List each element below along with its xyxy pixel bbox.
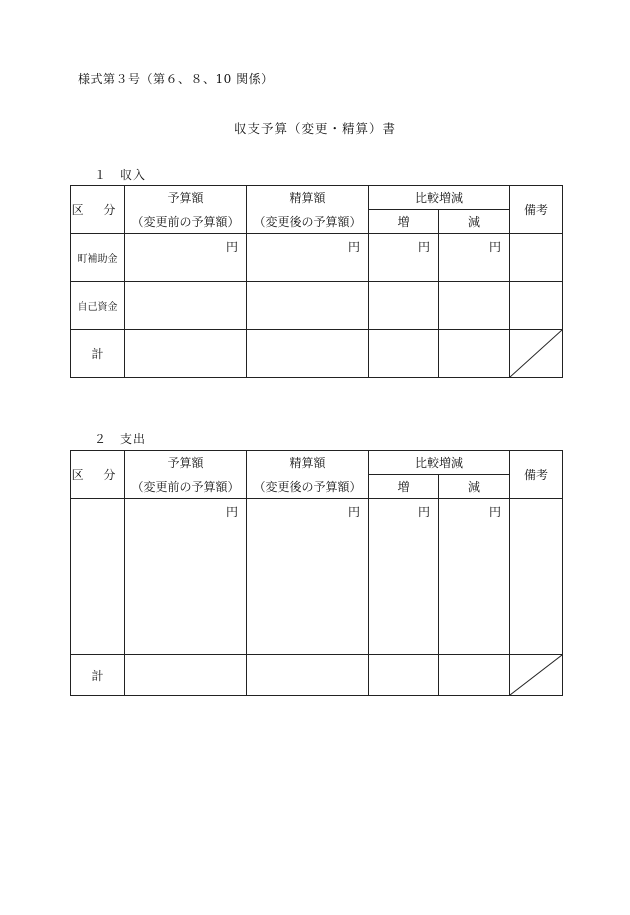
- expense-header-diff: 比較増減: [369, 451, 510, 475]
- income-header-budget: 予算額: [125, 186, 247, 210]
- income-decrease-cell[interactable]: [439, 282, 510, 330]
- unit-label: 円: [347, 505, 360, 519]
- document-title: 収支予算（変更・精算）書: [233, 121, 396, 136]
- income-header-settlement-sub: （変更後の予算額）: [247, 210, 369, 234]
- expense-remarks-cell[interactable]: [510, 499, 563, 655]
- income-row-label: 町補助金: [71, 234, 125, 282]
- income-header-budget-sub: （変更前の予算額）: [125, 210, 247, 234]
- expense-total-decrease-cell[interactable]: [439, 655, 510, 696]
- income-header-decrease: 減: [439, 210, 510, 234]
- unit-label: 円: [417, 505, 430, 519]
- income-total-label: 計: [71, 330, 125, 378]
- income-increase-cell[interactable]: [369, 282, 439, 330]
- table-row: [71, 330, 563, 378]
- expense-total-increase-cell[interactable]: [369, 655, 439, 696]
- expense-header-settlement: 精算額: [247, 451, 369, 475]
- expense-total-budget-cell[interactable]: [125, 655, 247, 696]
- income-header-remarks: 備考: [510, 186, 563, 234]
- expense-settlement-cell[interactable]: [247, 499, 369, 655]
- unit-label: 円: [489, 240, 502, 254]
- expense-header-budget: 予算額: [125, 451, 247, 475]
- unit-label: 円: [489, 505, 502, 519]
- unit-label: 円: [225, 240, 238, 254]
- expense-header-decrease: 減: [439, 475, 510, 499]
- expense-increase-cell[interactable]: [369, 499, 439, 655]
- income-header-diff: 比較増減: [369, 186, 510, 210]
- expense-header-remarks: 備考: [510, 451, 563, 499]
- income-settlement-cell[interactable]: [247, 234, 369, 282]
- unit-label: 円: [417, 240, 430, 254]
- expense-total-settlement-cell[interactable]: [247, 655, 369, 696]
- expense-header-increase: 増: [369, 475, 439, 499]
- expense-header-settlement-sub: （変更後の予算額）: [247, 475, 369, 499]
- table-row: [71, 655, 563, 696]
- income-section-label: 収入: [120, 168, 147, 182]
- expense-total-label: 計: [71, 655, 125, 696]
- income-table: [70, 185, 563, 378]
- income-remarks-cell[interactable]: [510, 234, 563, 282]
- unit-label: 円: [347, 240, 360, 254]
- expense-section-number: ２: [94, 432, 108, 446]
- expense-section-heading: [94, 430, 146, 447]
- income-budget-cell[interactable]: [125, 234, 247, 282]
- income-section-number: １: [94, 168, 108, 182]
- expense-section-label: 支出: [120, 432, 147, 446]
- table-row: [71, 234, 563, 282]
- expense-total-remarks-cell: [510, 655, 563, 696]
- unit-label: 円: [225, 505, 238, 519]
- income-total-settlement-cell[interactable]: [247, 330, 369, 378]
- income-decrease-cell[interactable]: [439, 234, 510, 282]
- income-header-settlement: 精算額: [247, 186, 369, 210]
- income-header-category: 区 分: [71, 186, 125, 234]
- expense-table: [70, 450, 563, 696]
- income-total-increase-cell[interactable]: [369, 330, 439, 378]
- expense-row-label[interactable]: [71, 499, 125, 655]
- income-header-increase: 増: [369, 210, 439, 234]
- diagonal-line: [510, 655, 562, 695]
- table-row: [71, 282, 563, 330]
- income-settlement-cell[interactable]: [247, 282, 369, 330]
- table-row: [71, 499, 563, 655]
- diagonal-line: [510, 330, 562, 377]
- income-total-remarks-cell: [510, 330, 563, 378]
- expense-budget-cell[interactable]: [125, 499, 247, 655]
- income-remarks-cell[interactable]: [510, 282, 563, 330]
- income-increase-cell[interactable]: [369, 234, 439, 282]
- expense-header-category: 区 分: [71, 451, 125, 499]
- income-section-heading: [94, 166, 146, 183]
- expense-header-budget-sub: （変更前の予算額）: [125, 475, 247, 499]
- income-budget-cell[interactable]: [125, 282, 247, 330]
- expense-decrease-cell[interactable]: [439, 499, 510, 655]
- income-total-decrease-cell[interactable]: [439, 330, 510, 378]
- income-row-label: 自己資金: [71, 282, 125, 330]
- form-number: 様式第３号（第６、８、10 関係）: [78, 72, 274, 86]
- income-total-budget-cell[interactable]: [125, 330, 247, 378]
